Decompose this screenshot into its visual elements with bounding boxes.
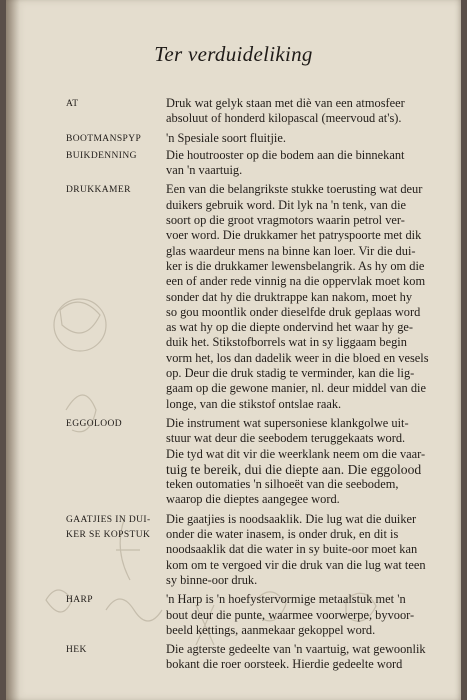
definition-line: glas waardeur mens na binne kan loer. Vir die dui- <box>166 243 416 258</box>
definition-line: ker is die drukkamer lewensbelangrik. As hy om die <box>166 258 425 273</box>
definition-line: op. Deur die druk stadig te verminder, kan die lig- <box>166 366 415 381</box>
glossary-entry <box>66 512 436 588</box>
glossary-entry <box>66 642 436 673</box>
definition-line: Druk wat gelyk staan met diè van een atmosfeer <box>166 96 405 110</box>
definition-line: duik het. Stikstofborrels wat in sy liggaam begin <box>166 335 407 350</box>
glossary-entry <box>66 148 436 179</box>
definition-line: Die instrument wat supersoniese klankgolwe uit- <box>166 415 409 430</box>
glossary-term: GAATJIES IN DUI- KER SE KOPSTUK <box>66 514 151 540</box>
definition-line: sonder dat hy die druktrappe kan nakom, moet hy <box>166 289 413 304</box>
definition-line: 'n Spesiale soort fluitjie. <box>166 130 286 145</box>
glossary-term: BUIKDENNING <box>66 150 137 161</box>
definition-line: gaam op die gewone manier, nl. deur middel van die <box>166 381 426 396</box>
definition-line: Die gaatjies is noodsaaklik. Die lug wat die duiker <box>166 511 417 526</box>
definition-line: van 'n vaartuig. <box>166 163 243 178</box>
definition-line: so gou moontlik onder dieselfde druk geplaas word <box>166 304 421 319</box>
definition-line: Een van die belangrikste stukke toerusting wat deur <box>166 182 423 197</box>
definition-line: longe, van die stikstof ontslae raak. <box>166 396 342 411</box>
glossary-definition <box>166 592 436 638</box>
glossary-definition <box>166 512 436 588</box>
glossary-entry <box>66 96 436 127</box>
glossary-entry <box>66 592 436 638</box>
glossary-definition <box>166 131 436 146</box>
glossary-term: EGGOLOOD <box>66 418 122 429</box>
glossary-entry <box>66 131 436 146</box>
definition-line: kom om te vergoed vir die druk van die lug wat teen <box>166 557 426 572</box>
definition-line: een of ander rede vinnig na die oppervlak moet kom <box>166 274 426 289</box>
glossary-definition <box>166 182 436 411</box>
definition-line: Die houtrooster op die bodem aan die binnekant <box>166 147 405 162</box>
glossary-definition <box>166 148 436 179</box>
glossary-term: AT <box>66 99 79 109</box>
glossary-term: HARP <box>66 595 93 606</box>
definition-line: teken outomaties 'n silhoeët van die seebodem, <box>166 477 399 492</box>
glossary-term: HEK <box>66 645 87 656</box>
definition-line: bout deur die punte, waarmee voorwerpe, byvoor- <box>166 607 415 622</box>
glossary-list <box>66 96 436 673</box>
definition-line: voer word. Die drukkamer het patryspoorte met dik <box>166 228 422 243</box>
glossary-term: DRUKKAMER <box>66 185 131 196</box>
definition-line: 'n Harp is 'n hoefystervormige metaalstuk met 'n <box>166 592 406 607</box>
definition-line: soort op die groot vragmotors waarin petrol ver- <box>166 213 405 228</box>
definition-line: tuig te bereik, dui die diepte aan. Die eggolood <box>166 461 422 477</box>
page-title: Ter verduideliking <box>154 42 313 66</box>
glossary-definition <box>166 96 436 127</box>
definition-line: vorm het, los dan dadelik weer in die bloed en vesels <box>166 350 429 365</box>
glossary-definition <box>166 642 436 673</box>
book-page <box>6 0 461 700</box>
definition-line: Die tyd wat dit vir die weerklank neem om die vaar- <box>166 446 426 461</box>
definition-line: Die agterste gedeelte van 'n vaartuig, wat gewoonlik <box>166 642 426 657</box>
definition-line: duikers gebruik word. Dit lyk na 'n tenk, van die <box>166 197 407 212</box>
definition-line: stuur wat deur die seebodem teruggekaats word. <box>166 431 406 446</box>
definition-line: beeld kettings, aanmekaar gekoppel word. <box>166 622 376 637</box>
glossary-definition <box>166 416 436 508</box>
definition-line: absoluut of honderd kilopascal (meervoud at's). <box>166 111 402 126</box>
page-gutter <box>6 0 20 700</box>
definition-line: as wat hy op die diepte ondervind het waar hy ge- <box>166 320 414 335</box>
definition-line: onder die water inasem, is onder druk, en dit is <box>166 527 399 542</box>
definition-line: sy binne-oor druk. <box>166 572 258 587</box>
definition-line: waarop die dieptes aangegee word. <box>166 492 340 507</box>
definition-line: noodsaaklik dat die water in sy buite-oor moet kan <box>166 542 418 557</box>
definition-line: bokant die roer oorsteek. Hierdie gedeelte word <box>166 657 403 672</box>
glossary-entry <box>66 416 436 508</box>
glossary-term: BOOTMANSPYP <box>66 133 142 144</box>
glossary-entry <box>66 182 436 411</box>
